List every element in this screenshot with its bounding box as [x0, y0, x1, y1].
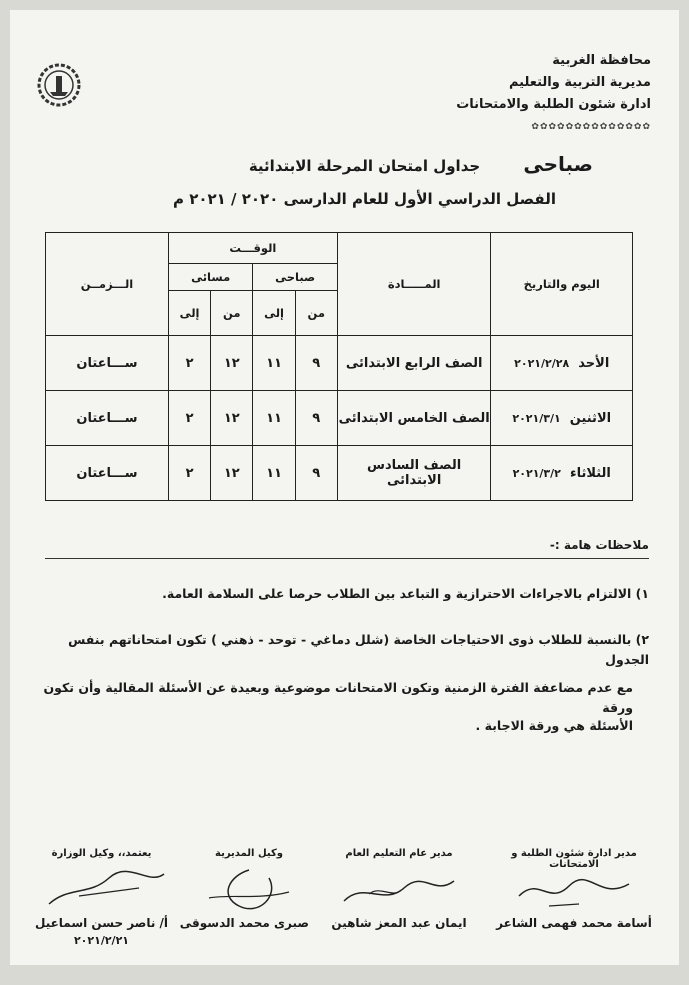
signature-title: مدير ادارة شئون الطلبة و الامتحانات [511, 848, 637, 870]
document-title: جداول امتحان المرحلة الابتدائية [248, 157, 481, 175]
notes-title: ملاحظات هامة :- [549, 538, 649, 552]
exam-date: ٢٠٢١/٣/٢ [512, 466, 561, 480]
note-continuation: الأسئلة هي ورقة الاجابة . [475, 718, 633, 733]
signature-title: يعتمد،، وكيل الوزارة [51, 848, 152, 859]
note-text: الالتزام بالاجراءات الاحترازية و التباعد بين الطلاب حرصا على السلامة العامة. [162, 586, 632, 601]
signature-name: أ/ ناصر حسن اسماعيل [34, 916, 169, 930]
signature-title: وكيل المديرية [215, 848, 283, 859]
signature-title: مدير عام التعليم العام [345, 848, 453, 859]
header-evening-to: إلى [168, 291, 210, 336]
department-name: ادارة شئون الطلبة والامتحانات [456, 97, 651, 112]
signature-undersecretary [29, 848, 174, 947]
note-item [38, 584, 649, 604]
header-time: الوقـــت [168, 233, 337, 264]
morning-from-cell: ٩ [295, 336, 337, 391]
letterhead [456, 50, 651, 138]
table-row [46, 446, 633, 501]
note-number: ١) [635, 586, 649, 601]
exam-table [45, 232, 633, 501]
signature-name: صبرى محمد الدسوقى [179, 916, 309, 930]
notes-divider [45, 558, 649, 559]
note-continuation: مع عدم مضاعفة الفترة الزمنية وتكون الامتحانات موضوعية وبعيدة عن الأسئلة المقالية وأن تكون ورقة [43, 680, 633, 715]
signature-date: ٢٠٢١/٢/٢١ [73, 934, 130, 947]
evening-to-cell: ٢ [168, 391, 210, 446]
subject-cell: الصف الرابع الابتدائى [337, 336, 491, 391]
note-item [38, 630, 649, 670]
morning-to-cell: ١١ [253, 391, 295, 446]
evening-from-cell: ١٢ [211, 446, 253, 501]
header-day-date: اليوم والتاريخ [491, 233, 633, 336]
header-subject: المـــــادة [337, 233, 491, 336]
subject-cell: الصف السادس الابتدائى [337, 446, 491, 501]
header-morning: صباحى [253, 264, 337, 291]
evening-to-cell: ٢ [168, 446, 210, 501]
note-number: ٢) [635, 632, 649, 647]
exam-date: ٢٠٢١/٣/١ [512, 411, 561, 425]
day-date-cell [491, 336, 633, 391]
morning-from-cell: ٩ [295, 391, 337, 446]
document-subtitle: الفصل الدراسي الأول للعام الدارسى ٢٠٢٠ / ٢٠٢١ م [172, 190, 557, 208]
handwritten-signature-icon [489, 866, 659, 914]
table-row [46, 336, 633, 391]
header-morning-from: من [295, 291, 337, 336]
subject-cell: الصف الخامس الابتدائى [337, 391, 491, 446]
handwritten-signature-icon [189, 866, 309, 914]
day-name: الثلاثاء [569, 465, 611, 481]
evening-to-cell: ٢ [168, 336, 210, 391]
note-text: بالنسبة للطلاب ذوى الاحتياجات الخاصة (شلل دماغي - توحد - ذهني ) تكون امتحاناتهم بنفس الجدول [68, 632, 649, 667]
table-row [46, 391, 633, 446]
signatures-block [30, 848, 659, 948]
directorate-name: مديرية التربية والتعليم [508, 75, 651, 90]
header-ornament: ✿✿✿✿✿✿✿✿✿✿✿✿✿✿ [531, 122, 651, 132]
duration-cell: ســـاعتان [46, 336, 169, 391]
evening-from-cell: ١٢ [211, 336, 253, 391]
day-name: الأحد [578, 355, 610, 371]
signature-name: أسامة محمد فهمى الشاعر [496, 916, 652, 930]
header-duration: الـــزمــن [46, 233, 169, 336]
signature-name: ايمان عبد المعز شاهين [331, 916, 467, 930]
morning-from-cell: ٩ [295, 446, 337, 501]
morning-to-cell: ١١ [253, 336, 295, 391]
duration-cell: ســـاعتان [46, 391, 169, 446]
header-morning-to: إلى [253, 291, 295, 336]
handwritten-signature-icon [29, 866, 174, 914]
ministry-seal-icon [36, 62, 82, 108]
signature-general-education [329, 848, 469, 930]
exam-schedule-document [10, 10, 679, 965]
signature-deputy-directorate [179, 848, 309, 930]
exam-date: ٢٠٢١/٢/٢٨ [514, 356, 570, 370]
governorate-name: محافظة الغربية [552, 53, 651, 68]
header-evening-from: من [211, 291, 253, 336]
duration-cell: ســـاعتان [46, 446, 169, 501]
header-evening: مسائى [168, 264, 252, 291]
day-name: الاثنين [569, 410, 612, 426]
morning-to-cell: ١١ [253, 446, 295, 501]
signature-student-affairs [489, 848, 659, 930]
shift-label: صباحى [523, 152, 593, 176]
table-header-row [46, 233, 633, 264]
handwritten-signature-icon [329, 866, 469, 914]
day-date-cell [491, 391, 633, 446]
evening-from-cell: ١٢ [211, 391, 253, 446]
day-date-cell [491, 446, 633, 501]
